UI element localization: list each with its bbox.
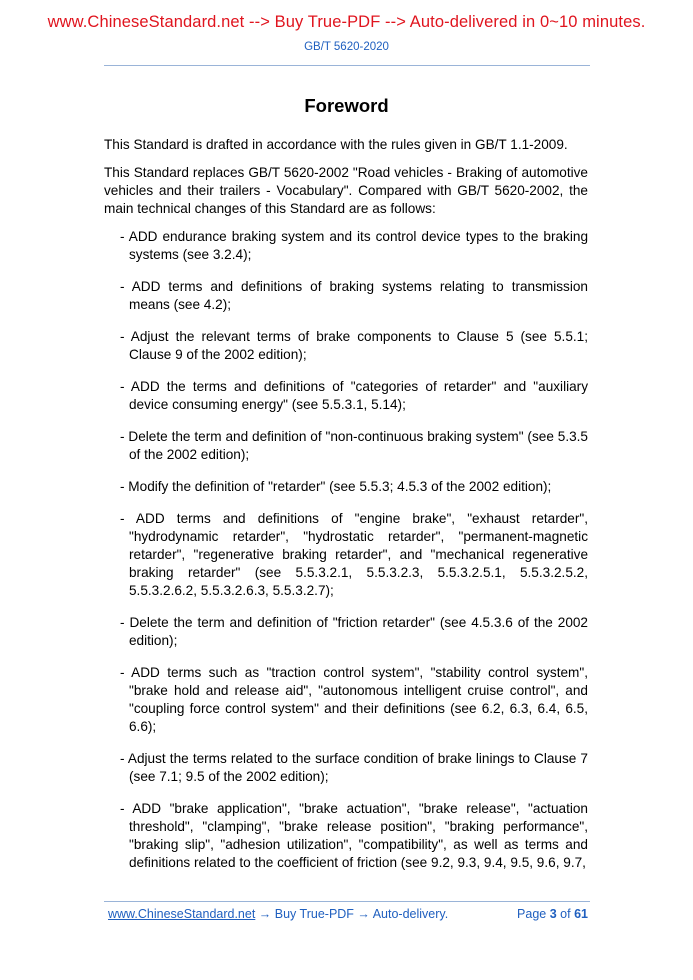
list-item: - ADD terms and definitions of "engine brake", "exhaust retarder", "hydrodynamic retarder", "hydrostatic retarder", "permanent-magnetic retarder", "regenerative braking retarder", and "mechanical regenerative braking retarder" (see 5.5.3.2.1, 5.5.3.2.3, 5.5.3.2.5.1, 5.5.3.2.5.2, 5.5.3.2.6.2, 5.5.3.2.6.3, 5.5.3.2.7); — [120, 511, 588, 598]
list-item: - ADD endurance braking system and its control device types to the braking systems (see 3.2.4); — [120, 229, 588, 262]
list-item: - Adjust the terms related to the surface condition of brake linings to Clause 7 (see 7.1; 9.5 of the 2002 edition); — [120, 751, 588, 784]
page-number — [517, 907, 588, 921]
page-current: 3 — [549, 907, 557, 921]
intro-paragraph: This Standard is drafted in accordance with the rules given in GB/T 1.1-2009. — [104, 137, 568, 152]
header-divider — [104, 65, 590, 66]
list-item: - Modify the definition of "retarder" (see 5.5.3; 4.5.3 of the 2002 edition); — [120, 479, 552, 494]
replacement-paragraph: This Standard replaces GB/T 5620-2002 "Road vehicles - Braking of automotive vehicles and their trailers - Vocabulary". Compared with GB/T 5620-2002, the main technical changes of this Standard are as follows: — [104, 165, 588, 216]
page-of: of — [560, 907, 571, 921]
list-item: - Adjust the relevant terms of brake components to Clause 5 (see 5.5.1; Clause 9 of the 2002 edition); — [120, 329, 588, 362]
list-item: - ADD the terms and definitions of "categories of retarder" and "auxiliary device consuming energy" (see 5.5.3.1, 5.14); — [120, 379, 588, 412]
list-item: - Delete the term and definition of "friction retarder" (see 4.5.3.6 of the 2002 edition); — [120, 615, 588, 648]
page-footer — [108, 907, 588, 923]
promo-banner[interactable]: www.ChineseStandard.net --> Buy True-PDF --> Auto-delivered in 0~10 minutes. — [47, 13, 646, 31]
list-item: - Delete the term and definition of "non-continuous braking system" (see 5.3.5 of the 2002 edition); — [120, 429, 588, 462]
page-label: Page — [517, 907, 547, 921]
footer-promo — [108, 907, 448, 921]
footer-divider — [104, 901, 590, 902]
site-link[interactable]: www.ChineseStandard.net — [108, 907, 256, 921]
list-item: - ADD terms such as "traction control system", "stability control system", "brake hold and release aid", "autonomous intelligent cruise control", and "coupling force control system" and their definitions (see 6.2, 6.3, 6.4, 6.5, 6.6); — [120, 665, 588, 734]
footer-promo-text: → Buy True-PDF → Auto-delivery. — [255, 907, 449, 921]
page-total: 61 — [574, 907, 588, 921]
changes-list — [104, 228, 588, 872]
document-body — [104, 136, 588, 886]
standard-code: GB/T 5620-2020 — [304, 41, 389, 53]
list-item: - ADD "brake application", "brake actuation", "brake release", "actuation threshold", "clamping", "brake release position", "braking performance", "braking slip", "adhesion utilization", "compatibility", as well as terms and definitions related to the coefficient of friction (see 9.2, 9.3, 9.4, 9.5, 9.6, 9.7, — [120, 801, 588, 870]
page-title: Foreword — [304, 95, 389, 116]
list-item: - ADD terms and definitions of braking systems relating to transmission means (see 4.2); — [120, 279, 588, 312]
